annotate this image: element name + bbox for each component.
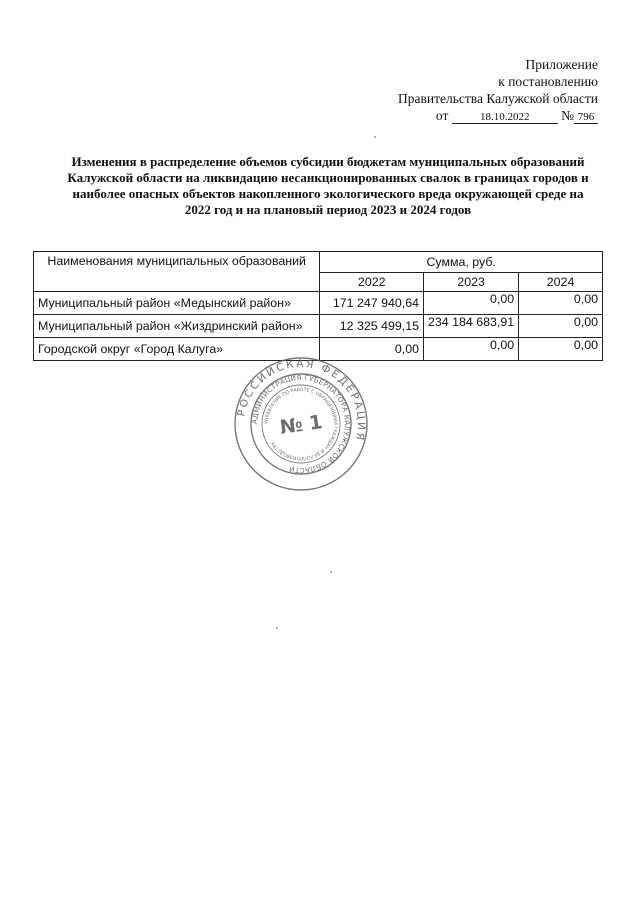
from-label: от [435,108,449,123]
column-header-sum: Сумма, руб. [320,252,603,273]
appendix-resolution: к постановлению [498,74,598,89]
scan-speck [276,627,278,629]
subsidy-table [33,251,603,361]
resolution-number: 796 [574,111,598,124]
amount-2024: 0,00 [519,315,603,338]
appendix-government: Правительства Калужской области [397,91,598,106]
table-header-row [34,252,603,273]
appendix-title: Приложение [525,57,598,72]
municipality-name: Муниципальный район «Медынский район» [34,292,320,315]
stamp-outer-text: РОССИЙСКАЯ ФЕДЕРАЦИЯ [235,357,368,444]
scan-speck [374,136,376,138]
appendix-block [398,56,598,124]
amount-2024: 0,00 [519,338,603,361]
stamp-ring-text: АДМИНИСТРАЦИЯ ГУБЕРНАТОРА КАЛУЖСКОЙ ОБЛАСТИ [250,373,352,475]
year-2023-header: 2023 [424,273,519,292]
amount-2024: 0,00 [519,292,603,315]
year-2024-header: 2024 [519,273,603,292]
municipality-name: Муниципальный район «Жиздринский район» [34,315,320,338]
document-title: Изменения в распределение объемов субсидии бюджетам муниципальных образований Калужской области на ликвидацию несанкционированных свалок в границах городов и наиболее опасных объектов накопленного экологического вреда окружающей среде на 2022 год и на плановый период 2023 и 2024 годов [67,154,589,217]
table-row [34,315,603,338]
amount-2022: 171 247 940,64 [320,292,424,315]
year-2022-header: 2022 [320,273,424,292]
column-header-name: Наименования муниципальных образований [34,252,320,292]
amount-2023: 0,00 [424,338,519,361]
amount-2023: 0,00 [424,292,519,315]
official-stamp [233,356,369,492]
scan-speck [330,571,332,573]
amount-2022: 12 325 499,15 [320,315,424,338]
stamp-inner-text: УПРАВЛЕНИЕ ПО РАБОТЕ С ОБРАЩЕНИЯМИ ГРАЖДАН И ДЕЛОПРОИЗВОДСТВУ [264,387,338,461]
table-row [34,292,603,315]
municipality-name: Городской округ «Город Калуга» [34,338,320,361]
amount-2022: 0,00 [320,338,424,361]
appendix-date-number [398,107,598,124]
amount-2023: 234 184 683,91 [424,315,519,338]
resolution-date: 18.10.2022 [452,111,558,124]
number-label: № [561,108,574,123]
stamp-number: № 1 [278,411,324,439]
